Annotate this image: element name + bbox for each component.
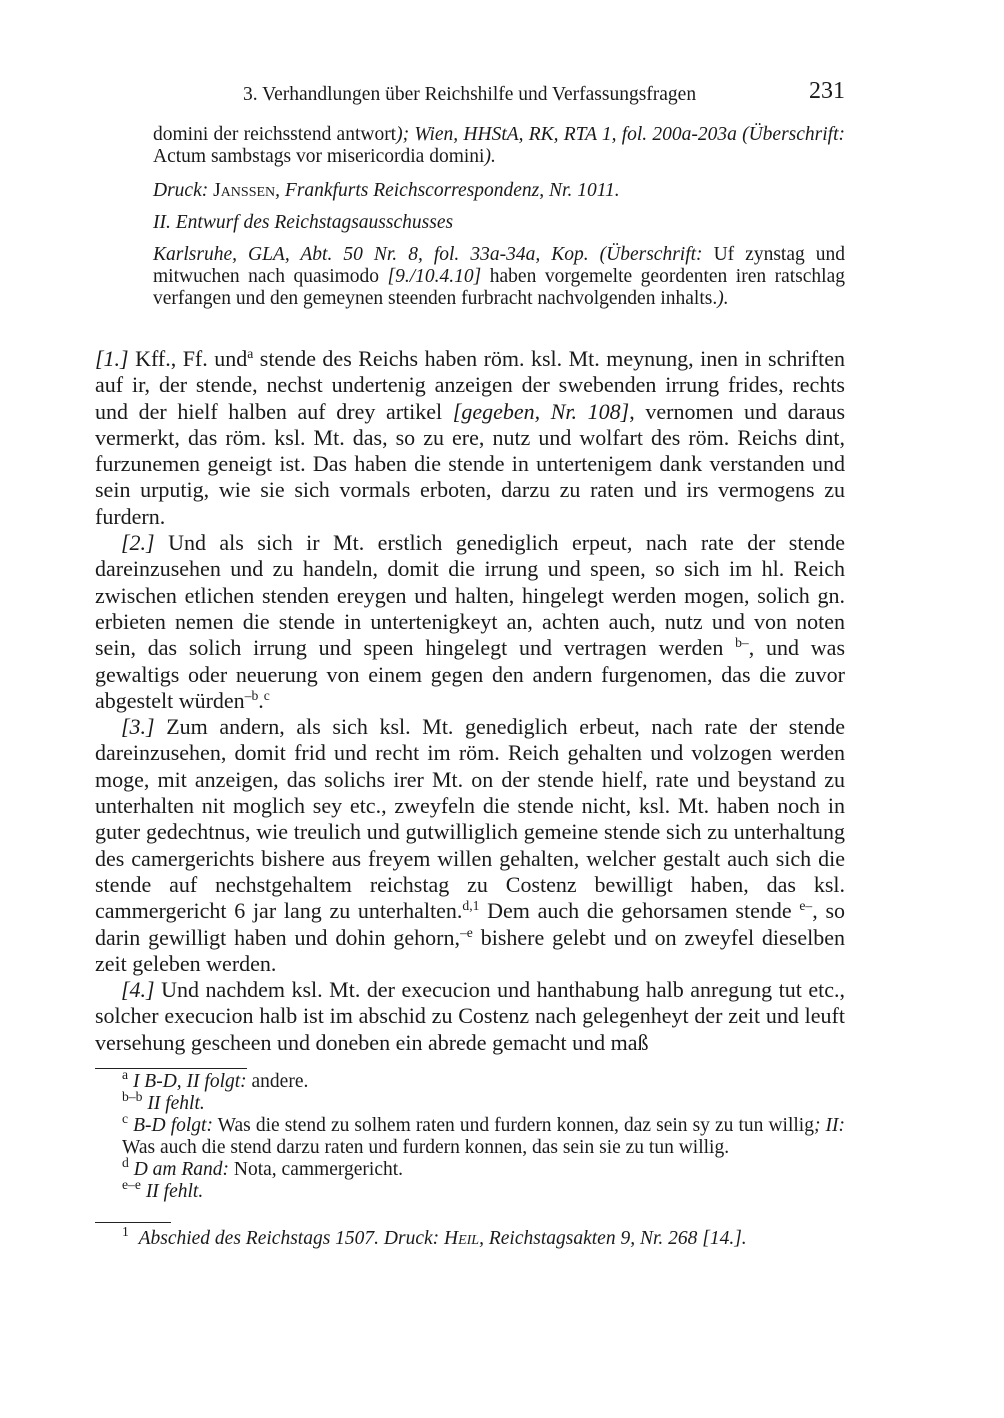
source-note-karlsruhe: Karlsruhe, GLA, Abt. 50 Nr. 8, fol. 33a-34a, Kop. (Überschrift: Uf zynstag und mitwuchen nach quasimodo [9./10.4.10] haben vorgemelte geordenten iren ratschlag verfangen und den gemeynen steenden furbracht nachvolgenden inhalts.).	[153, 244, 845, 309]
source-note-print: Druck: Janssen, Frankfurts Reichscorrespondenz, Nr. 1011.	[153, 180, 620, 201]
footnote-divider-notes	[95, 1222, 171, 1223]
footnote-divider-variants	[95, 1068, 247, 1069]
footnote-1: $^1$ Abschied des Reichstags 1507. Druck: Heil, Reichstagsakten 9, Nr. 268 [14.].	[122, 1223, 747, 1249]
footnote-ref-e-start: e–	[799, 898, 813, 914]
variant-footnotes	[95, 1066, 846, 1203]
commentary-footnotes	[95, 1223, 845, 1250]
footnote-ref-b-start: b–	[735, 635, 749, 651]
page-number: 231	[809, 78, 845, 104]
paragraph-3: [3.] Zum andern, als sich ksl. Mt. genediglich erbeut, nach rate der stende dareinzusehen, domit frid und recht im röm. Reich gehalten und volzogen werden moge, mit anzeigen, das solichs irer Mt. on der stende hielf, rate und beystand zu unterhalten nit moglich sey etc., zweyfeln die stende nicht, ksl. Mt. haben noch in guter gedechtnus, wie treulich und gutwilliglich gemeine stende sich zu unterhaltung des camergerichts bishere aus freyem willen gehalten, welcher gestalt auch sich die stende auf nechstgehaltem reichstag zu Costenz bewilligt haben, das ksl. cammergericht 6 jar lang zu unterhalten.$^{d,1}$ Dem auch die gehorsamen stende $^{e-}$, so darin gewilligt haben und dohin gehorn,$^{-e}$ bishere gelebt und on zweyfel dieselben zeit geleben werden.	[95, 714, 846, 976]
footnote-b: $^{b-b}$ II fehlt.	[122, 1088, 205, 1114]
footnote-d: $^d$ D am Rand: Nota, cammergericht.	[122, 1154, 404, 1180]
section-heading: II. Entwurf des Reichstagsausschusses	[153, 212, 454, 233]
source-note-vienna: domini der reichsstend antwort); Wien, HHStA, RK, RTA 1, fol. 200a-203a (Überschrift: Actum sambstags vor misericordia domini).	[153, 124, 845, 167]
footnote-a: $^a$ I B-D, II folgt: andere.	[122, 1066, 309, 1092]
footnote-ref-a: a	[247, 345, 254, 361]
footnote-e: $^{e-e}$ II fehlt.	[122, 1176, 204, 1202]
footnote-ref-e-end: –e	[459, 924, 473, 940]
page-header	[95, 78, 845, 110]
main-text	[95, 346, 845, 1056]
paragraph-2: [2.] Und als sich ir Mt. erstlich genediglich erpeut, nach rate der stende dareinzusehen und zu handeln, domit die irrung und speen, so sich im hl. Reich zwischen etlichen stenden ereygen und halten, hingelegt werden mogen, solich gn. erbieten nemen die stende in untertenigkeyt an, achten auch, nutz und von noten sein, das solich irrung und speen hingelegt und vertragen werden $^{b-}$, und was gewaltigs oder neuerung von einem gegen den andern furgenomen, das die zuvor abgestelt würden$^{-b}$.$^c$	[95, 530, 846, 713]
paragraph-4: [4.] Und nachdem ksl. Mt. der execucion und hanthabung halb anregung tut etc., solcher execucion halb ist im abschid zu Costenz nach gelegenheyt der zeit und leuft versehung gescheen und doneben ein abrede gemacht und maß	[95, 977, 845, 1055]
footnote-ref-d: d,1	[462, 898, 480, 914]
footnote-c: $^c$ B-D folgt: Was die stend zu solhem raten und furdern konnen, daz sein sy zu tun willig; II: Was auch die stend darzu raten und furdern konnen, das sein sie zu tun willig.	[122, 1110, 846, 1158]
footnote-ref-b-end: –b	[244, 687, 259, 703]
paragraph-1: [1.] Kff., Ff. und$^a$ stende des Reichs haben röm. ksl. Mt. meynung, inen in schriften auf ir, der stende, nechst undertenig anzeigen der swebenden irrung frides, rechts und der hielf halben auf drey artikel [gegeben, Nr. 108], vernomen und daraus vermerkt, das röm. ksl. Mt. das, so zu ere, nutz und wolfart des röm. Reichs dint, furzunemen geneigt ist. Das haben die stende in untertenigem dank verstanden und sein urputig, wie sie sich vormals erboten, darzu zu raten und irs vermogens zu furdern.	[95, 345, 846, 529]
footnote-ref-c: c	[263, 687, 270, 703]
running-title: 3. Verhandlungen über Reichshilfe und Verfassungsfragen	[243, 84, 697, 105]
